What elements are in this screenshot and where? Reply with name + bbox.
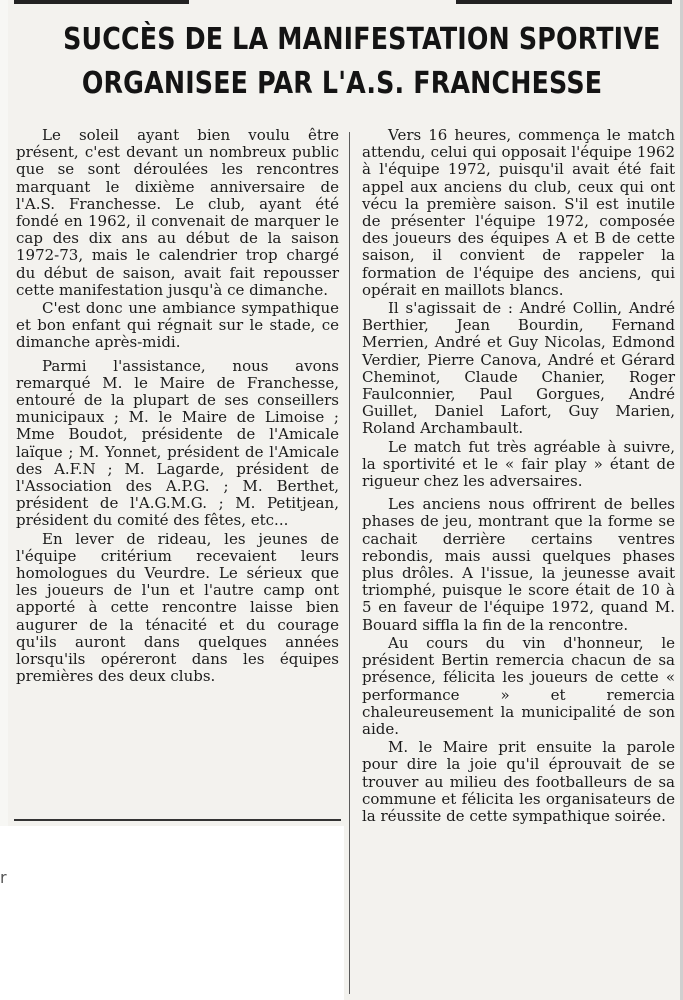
paragraph-fair-play: Le match fut très agréable à suivre, la sportivité et le « fair play » étant de rigueur chez les adversaires.: [362, 437, 675, 491]
paragraph-match: Vers 16 heures, commença le match attendu, celui qui opposait l'équipe 1962 à l'équipe 1972, puisqu'il avait été fait appel aux anciens du club, ceux qui ont vécu la première saison. S'il est inutile de présenter l'équipe 1972, composée des joueurs des équipes A et B de cette saison, il convient de rappeler la formation de l'équipe des anciens, qui opérait en maillots blancs.: [362, 126, 675, 299]
paragraph-lever-de-rideau: En lever de rideau, les jeunes de l'équipe critérium recevaient leurs homologues du Veurdre. Le sérieux que les joueurs de l'un et l'autre camp ont apporté à cette rencontre laisse bien augurer de la ténacité et du courage qu'ils auront dans quelques années lorsqu'ils opéreront dans les équipes premières des deux clubs.: [16, 529, 339, 686]
column-divider: [349, 132, 350, 994]
margin-fragment: r: [0, 868, 7, 887]
headline-line-1: SUCCÈS DE LA MANIFESTATION SPORTIVE: [63, 22, 661, 57]
blank-paper-area: [0, 826, 344, 1000]
paragraph-score: Les anciens nous offrirent de belles phases de jeu, montrant que la forme se cachait derrière certains ventres rebondis, mais aussi quelques phases plus drôles. A l'issue, la jeunesse avait triomphé, puisque le score était de 10 à 5 en faveur de l'équipe 1972, quand M. Bouard siffla la fin de la rencontre.: [362, 495, 675, 634]
paragraph-intro: Le soleil ayant bien voulu être présent, c'est devant un nombreux public que se sont déroulées les rencontres marquant le dixième anniversaire de l'A.S. Franchesse. Le club, ayant été fondé en 1962, il convenait de marquer le cap des dix ans au début de la saison 1972-73, mais le calendrier trop chargé du début de saison, avait fait repousser cette manifestation jusqu'à ce dimanche.: [16, 126, 339, 299]
top-rule-right: [456, 0, 672, 4]
top-rule-left: [14, 0, 189, 4]
paragraph-maire: M. le Maire prit ensuite la parole pour dire la joie qu'il éprouvait de se trouver au milieu des footballeurs de sa commune et félicita les organisateurs de la réussite de cette sympathique soirée.: [362, 738, 675, 825]
article-column-left: [16, 127, 339, 687]
article-column-right: [362, 127, 675, 826]
paragraph-assistance: Parmi l'assistance, nous avons remarqué M. le Maire de Franchesse, entouré de la plupart de ses conseillers municipaux ; M. le Maire de Limoise ; Mme Boudot, présidente de l'Amicale laïque ; M. Yonnet, président de l'Amicale des A.F.N ; M. Lagarde, président de l'Association des A.P.G. ; M. Berthet, président de l'A.G.M.G. ; M. Petitjean, président du comité des fêtes, etc...: [16, 356, 339, 530]
paragraph-vin-d-honneur: Au cours du vin d'honneur, le président Bertin remercia chacun de sa présence, félicita les joueurs de cette « performance » et remercia chaleureusement la municipalité de son aide.: [362, 633, 675, 738]
headline-line-2: ORGANISEE PAR L'A.S. FRANCHESSE: [81, 66, 603, 101]
left-column-end-rule: [14, 819, 341, 821]
paragraph-ambiance: C'est donc une ambiance sympathique et bon enfant qui régnait sur le stade, ce dimanche après-midi.: [16, 299, 339, 352]
headline: [63, 18, 661, 106]
paragraph-team-list: Il s'agissait de : André Collin, André Berthier, Jean Bourdin, Fernand Merrien, André et Guy Nicolas, Edmond Verdier, Pierre Canova, André et Gérard Cheminot, Claude Chanier, Roger Faulconnier, Paul Gorgues, André Guillet, Daniel Lafort, Guy Marien, Roland Archambault.: [362, 299, 675, 438]
